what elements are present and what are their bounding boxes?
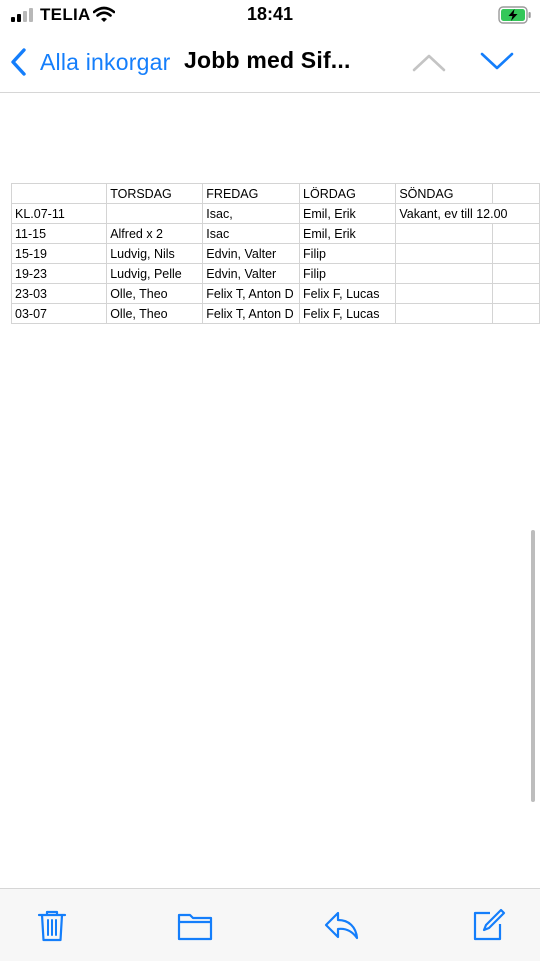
table-cell: Isac,: [203, 204, 300, 224]
table-cell: [492, 304, 539, 324]
table-cell: Emil, Erik: [300, 204, 396, 224]
table-cell: KL.07-11: [12, 204, 107, 224]
table-header-row: [12, 184, 540, 204]
table-cell: Vakant, ev till 12.00: [396, 204, 540, 224]
table-cell: Edvin, Valter: [203, 244, 300, 264]
table-cell: Felix T, Anton D: [203, 304, 300, 324]
table-cell: 11-15: [12, 224, 107, 244]
table-cell: [492, 284, 539, 304]
table-row: [12, 304, 540, 324]
table-row: [12, 224, 540, 244]
table-cell: [396, 304, 492, 324]
status-bar: [0, 0, 540, 32]
table-cell: Alfred x 2: [107, 224, 203, 244]
table-cell: [396, 264, 492, 284]
table-cell: Felix F, Lucas: [300, 284, 396, 304]
table-cell: 15-19: [12, 244, 107, 264]
schedule-table: [11, 183, 540, 324]
table-cell: [492, 244, 539, 264]
table-header-cell: TORSDAG: [107, 184, 203, 204]
status-time: 18:41: [246, 4, 294, 24]
bottom-toolbar: [0, 888, 540, 961]
chevron-down-icon[interactable]: [477, 46, 517, 78]
table-cell: Ludvig, Nils: [107, 244, 203, 264]
table-cell: Edvin, Valter: [203, 264, 300, 284]
battery-charging-icon: [498, 6, 532, 24]
table-cell: Felix F, Lucas: [300, 304, 396, 324]
table-cell: 23-03: [12, 284, 107, 304]
chevron-up-icon[interactable]: [409, 46, 449, 78]
table-cell: Olle, Theo: [107, 304, 203, 324]
reply-icon[interactable]: [323, 907, 359, 943]
table-cell: Olle, Theo: [107, 284, 203, 304]
table-row: [12, 204, 540, 224]
table-cell: [107, 204, 203, 224]
back-chevron-icon: [8, 47, 30, 77]
table-header-cell: SÖNDAG: [396, 184, 492, 204]
scroll-indicator[interactable]: [531, 530, 535, 802]
table-cell: [396, 224, 492, 244]
table-cell: Emil, Erik: [300, 224, 396, 244]
table-cell: Felix T, Anton D: [203, 284, 300, 304]
message-subject-title: Jobb med Sif...: [184, 47, 351, 73]
carrier-name: TELIA: [40, 5, 91, 24]
table-cell: Filip: [300, 264, 396, 284]
table-header-cell: FREDAG: [203, 184, 300, 204]
folder-icon[interactable]: [177, 907, 213, 943]
navigation-bar: [0, 32, 540, 93]
table-cell: [396, 284, 492, 304]
table-cell: Filip: [300, 244, 396, 264]
table-header-cell: [492, 184, 539, 204]
message-body[interactable]: [0, 93, 540, 888]
table-header-cell: [12, 184, 107, 204]
table-cell: [492, 264, 539, 284]
table-row: [12, 284, 540, 304]
trash-icon[interactable]: [34, 907, 70, 943]
back-button-label: Alla inkorgar: [40, 48, 171, 75]
table-cell: 19-23: [12, 264, 107, 284]
table-header-cell: LÖRDAG: [300, 184, 396, 204]
back-button[interactable]: [8, 44, 170, 80]
table-cell: Isac: [203, 224, 300, 244]
table-row: [12, 264, 540, 284]
table-cell: Ludvig, Pelle: [107, 264, 203, 284]
table-row: [12, 244, 540, 264]
table-cell: [492, 224, 539, 244]
compose-icon[interactable]: [470, 907, 506, 943]
table-cell: [396, 244, 492, 264]
table-cell: 03-07: [12, 304, 107, 324]
